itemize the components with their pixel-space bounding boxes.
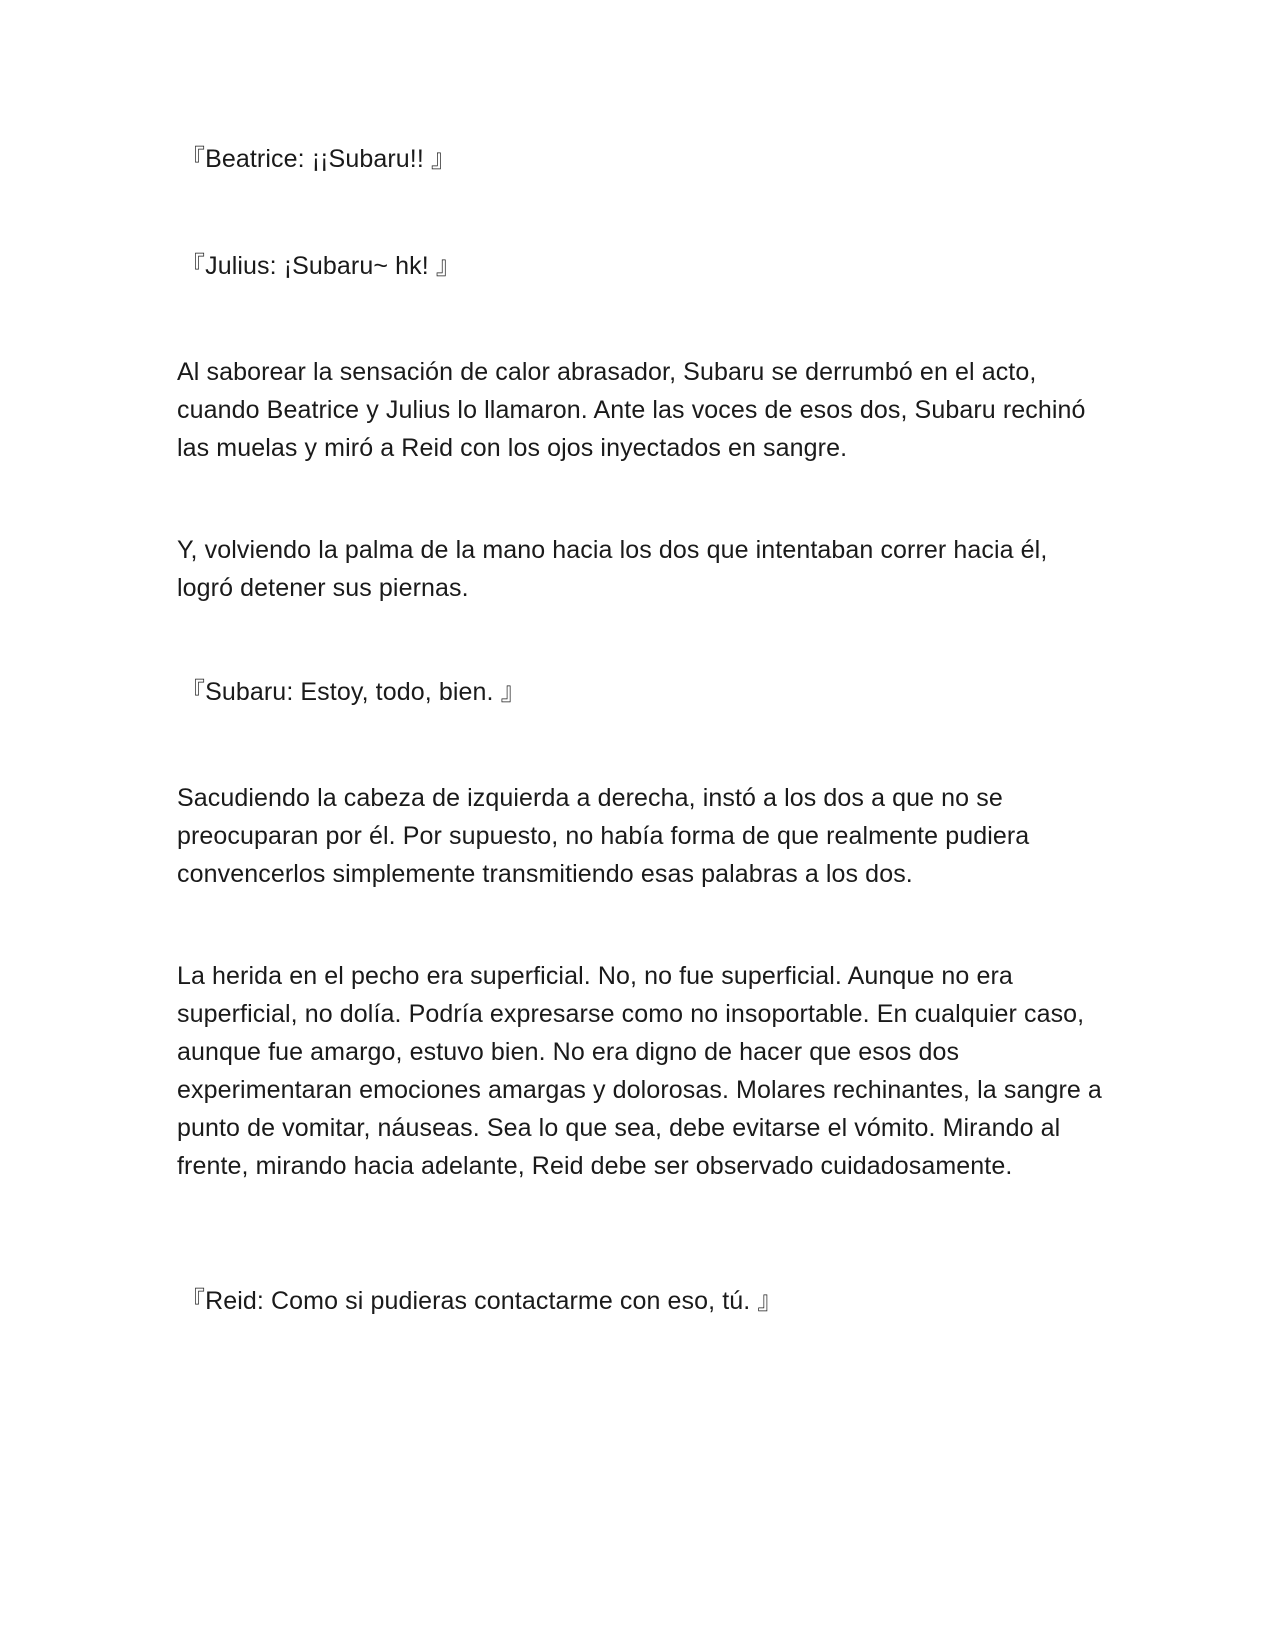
dialogue-reid: 『Reid: Como si pudieras contactarme con eso, tú. 』: [180, 1287, 783, 1315]
dialogue-beatrice: 『Beatrice: ¡¡Subaru!! 』: [180, 145, 457, 173]
dialogue-subaru: 『Subaru: Estoy, todo, bien. 』: [180, 678, 526, 706]
narration-paragraph-1: Al saborear la sensación de calor abrasador, Subaru se derrumbó en el acto, cuando Beatrice y Julius lo llamaron. Ante las voces de esos dos, Subaru rechinó las muelas y miró a Reid con los ojos inyectados en sangre.: [177, 358, 1086, 462]
dialogue-julius: 『Julius: ¡Subaru~ hk! 』: [180, 252, 461, 280]
narration-paragraph-4: La herida en el pecho era superficial. No, no fue superficial. Aunque no era superficial, no dolía. Podría expresarse como no insoportable. En cualquier caso, aunque fue amargo, estuvo bien. No era digno de hacer que esos dos experimentaran emociones amargas y dolorosas. Molares rechinantes, la sangre a punto de vomitar, náuseas. Sea lo que sea, debe evitarse el vómito. Mirando al frente, mirando hacia adelante, Reid debe ser observado cuidadosamente.: [177, 962, 1102, 1180]
narration-paragraph-3: Sacudiendo la cabeza de izquierda a derecha, instó a los dos a que no se preocuparan por él. Por supuesto, no había forma de que realmente pudiera convencerlos simplemente transmitiendo esas palabras a los dos.: [177, 784, 1030, 888]
narration-paragraph-2: Y, volviendo la palma de la mano hacia los dos que intentaban correr hacia él, logró detener sus piernas.: [177, 536, 1048, 602]
